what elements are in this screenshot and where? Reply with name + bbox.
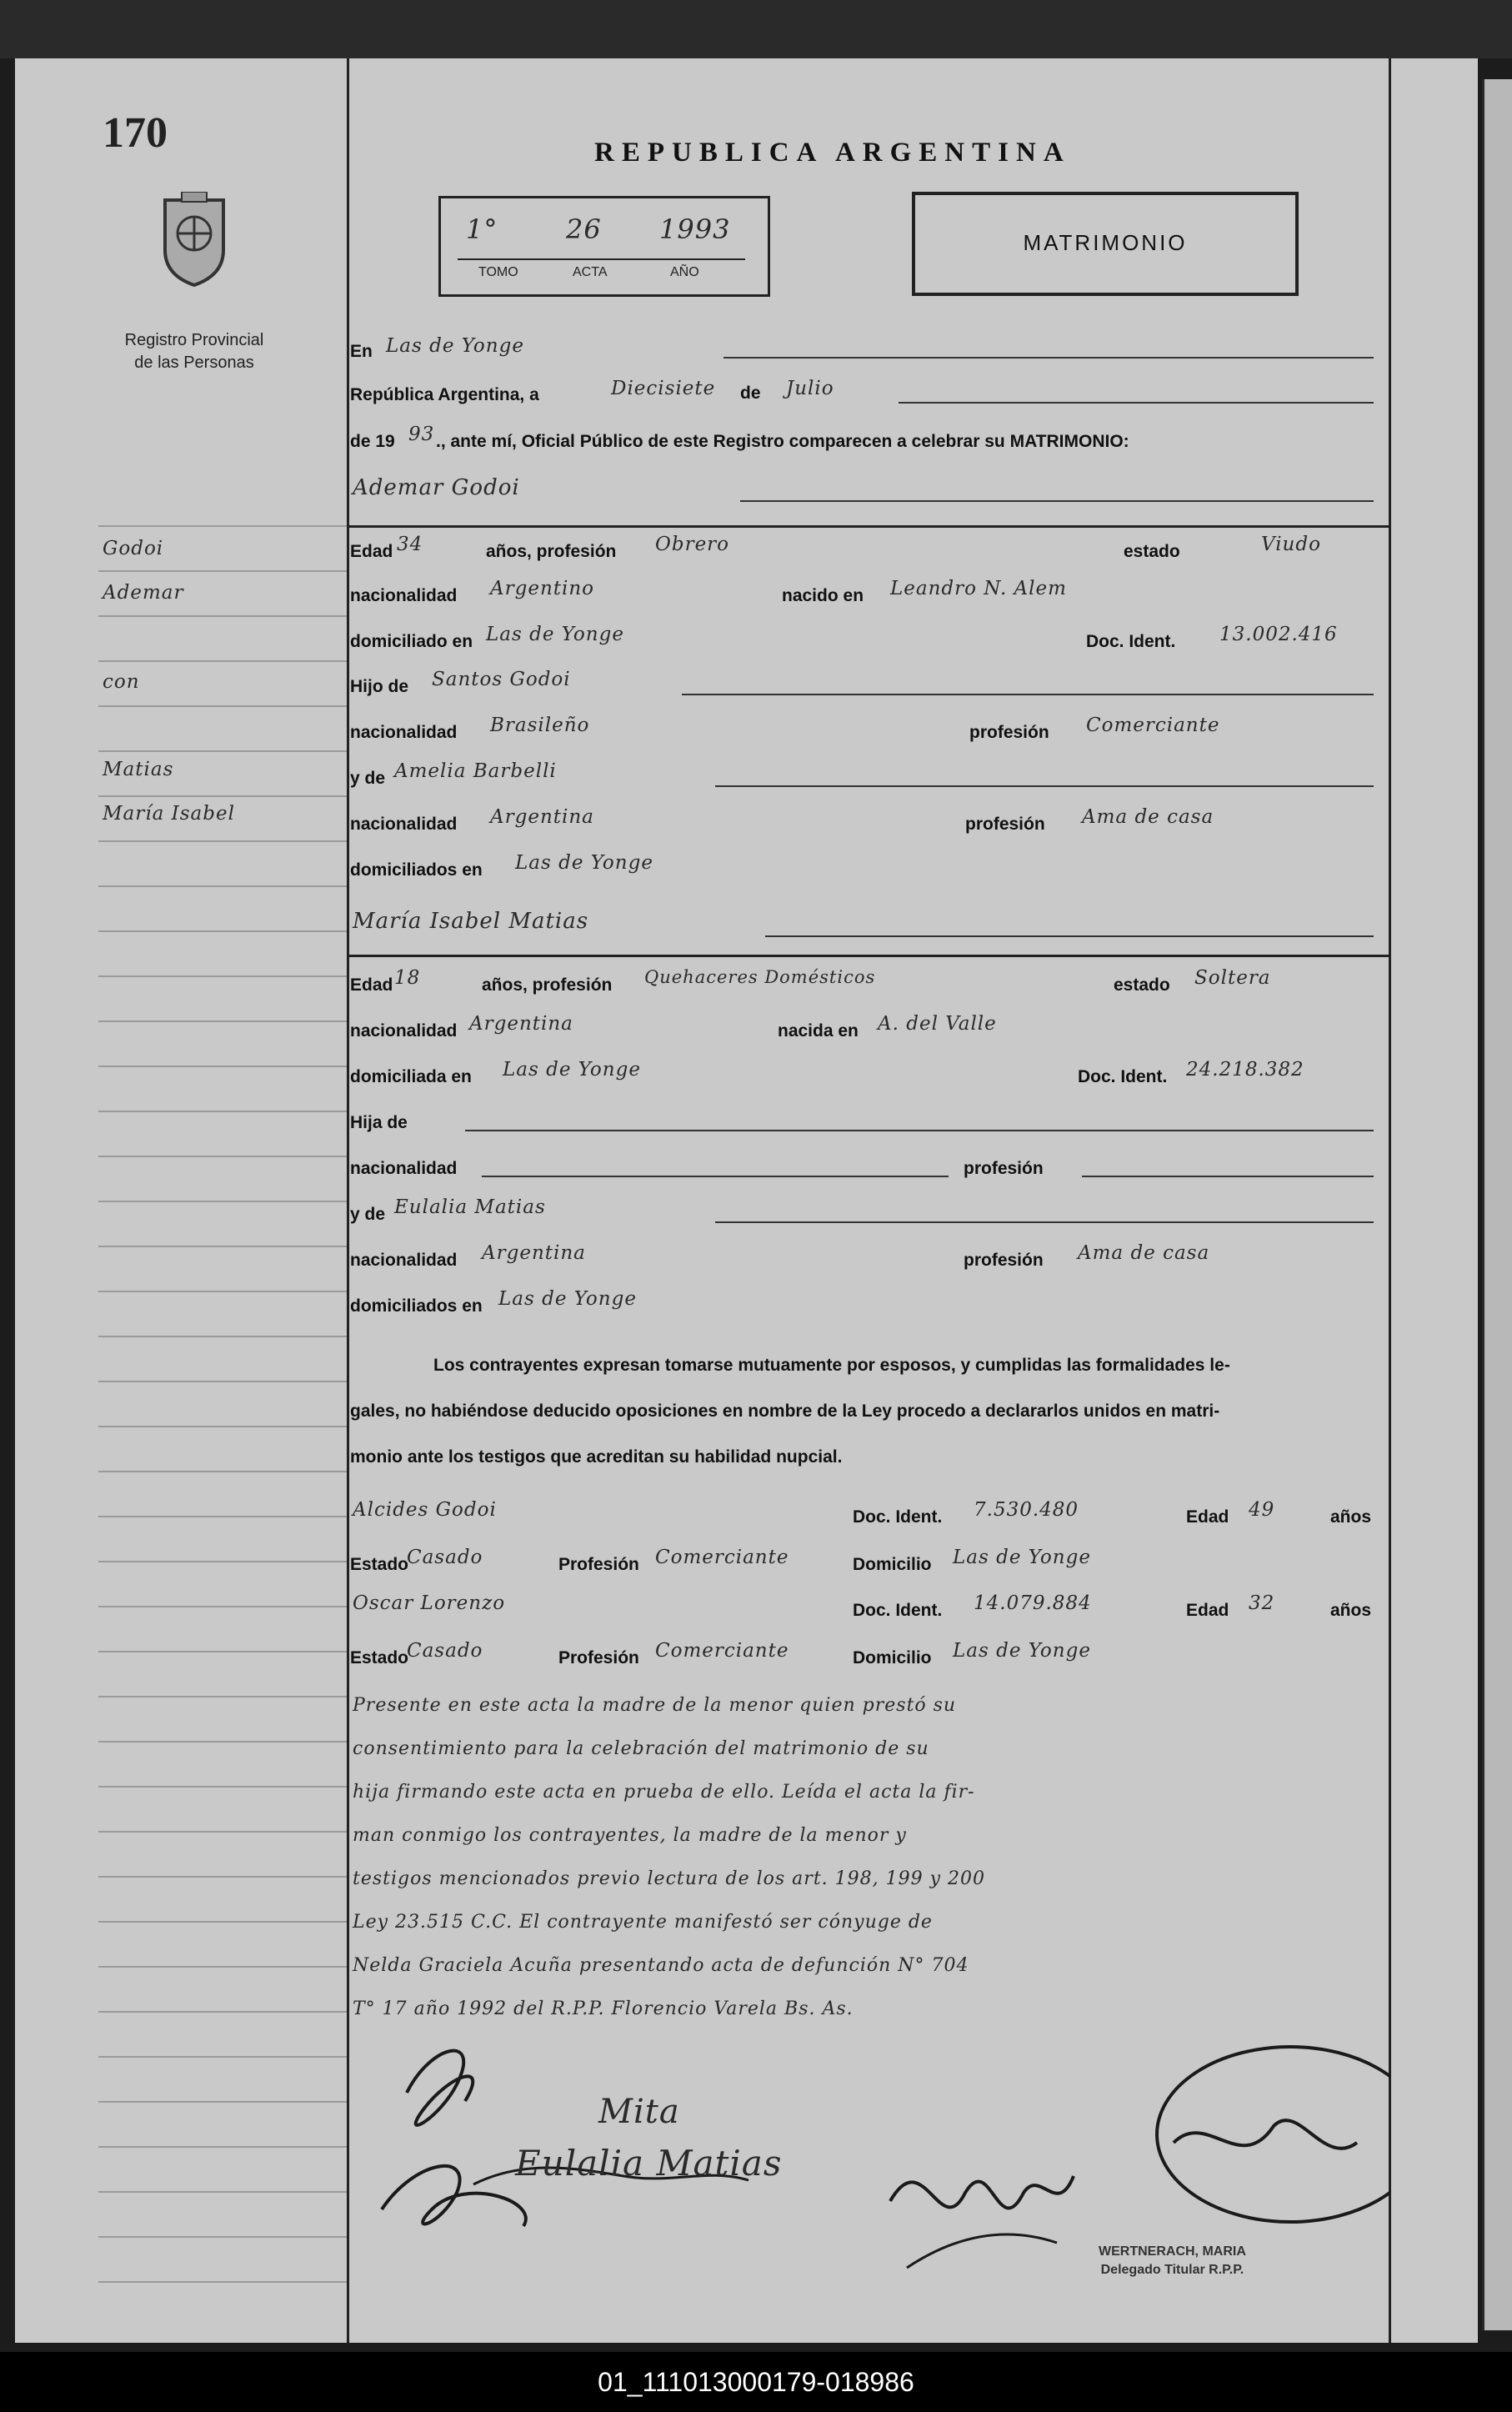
bride-name: María Isabel Matias xyxy=(353,909,589,934)
intro-line2: República Argentina, a xyxy=(350,385,539,404)
ano-label: AÑO xyxy=(670,265,699,279)
acta-value: 26 xyxy=(566,213,602,245)
scan-background xyxy=(0,0,1512,58)
bride-mother: Eulalia Matias xyxy=(394,1196,546,1218)
groom-father-nationality: Brasileño xyxy=(490,715,590,736)
margin-ruled-line xyxy=(98,930,348,932)
margin-note-con: con xyxy=(103,671,140,693)
witness-2-status: Casado xyxy=(407,1640,483,1662)
tomo-value: 1° xyxy=(466,213,498,245)
bride-nationality: Argentina xyxy=(469,1013,573,1035)
margin-ruled-line xyxy=(98,2191,348,2193)
witness-1-profession: Comerciante xyxy=(655,1547,789,1568)
en-value: Las de Yonge xyxy=(386,335,524,357)
witness-2-doc: 14.079.884 xyxy=(974,1592,1092,1614)
groom-mother: Amelia Barbelli xyxy=(394,760,557,782)
witness-1-doc: 7.530.480 xyxy=(974,1499,1079,1521)
margin-ruled-line xyxy=(98,1201,348,1202)
groom-father-profession: Comerciante xyxy=(1086,715,1220,736)
official-stamp: WERTNERACH, MARIA Delegado Titular R.P.P. xyxy=(1099,2244,1246,2277)
margin-ruled-line xyxy=(98,2011,348,2013)
intro-month: Julio xyxy=(786,378,834,399)
page-number: 170 xyxy=(103,109,168,157)
margin-ruled-line xyxy=(98,2146,348,2148)
margin-note-bride-name: María Isabel xyxy=(103,803,235,825)
witness-1-name: Alcides Godoi xyxy=(353,1499,497,1521)
footer-id: 01_111013000179-018986 xyxy=(0,2352,1512,2412)
margin-ruled-line xyxy=(98,2281,348,2283)
witness-1-status: Casado xyxy=(407,1547,483,1568)
bride-status: Soltera xyxy=(1194,967,1271,989)
margin-column xyxy=(15,58,348,2343)
witness-2-profession: Comerciante xyxy=(655,1640,789,1662)
margin-ruled-line xyxy=(98,1741,348,1743)
declaration-text: Los contrayentes expresan tomarse mutuamente por esposos, y cumplidas las formalidades le- gales, no habiéndose deducido oposiciones en nombre de la Ley procedo a declararlos unidos en matri- monio ante los testigos que acreditan su habilidad nupcial. xyxy=(350,1356,1230,1467)
margin-note-surname: Godoi xyxy=(103,538,164,559)
margin-ruled-line xyxy=(98,885,348,887)
groom-domicile: Las de Yonge xyxy=(486,624,624,645)
margin-ruled-line xyxy=(98,1020,348,1022)
witness-2-name: Oscar Lorenzo xyxy=(353,1592,506,1614)
margin-ruled-line xyxy=(98,1831,348,1833)
margin-ruled-line xyxy=(98,1966,348,1968)
tomo-label: TOMO xyxy=(478,265,518,279)
margin-ruled-line xyxy=(98,1921,348,1923)
groom-name: Ademar Godoi xyxy=(353,475,520,500)
intro-line3-rest: ., ante mí, Oficial Público de este Registro comparecen a celebrar su MATRIMONIO: xyxy=(436,432,1129,451)
en-label: En xyxy=(350,342,373,361)
margin-ruled-line xyxy=(98,1516,348,1517)
record-type-box xyxy=(912,192,1299,296)
margin-ruled-line xyxy=(98,1426,348,1427)
document-page: 170 Registro Provincial de las Personas REPUBLICA ARGENTINA 1° 26 1993 TOMO ACTA AÑO MATRIMONIO En Las de Yonge República Argentina, a Diecisiete de Julio de 19 93 ., ante mí, Oficial Público de este Registro comparecen a celebrar su MATRIMONIO: Ademar Godoi Edad 34 años, profesión Obrero estado Viudo nacionalidad Argentino nacido en Leandro N. Alem domiciliado en Las de Yonge Doc. Ident. 13.002.416 Hijo de Santos Godoi nacionalidad Brasileño profesión Comerciante y de Amelia Barbelli nacionalidad Argentina profesión Ama de casa domiciliados en Las de Yonge María Isabel Matias Edad 18 años, profesión Quehaceres Domésticos estado Soltera nacionalidad Argentina nacida en A. del Valle domiciliada en Las de Yonge Doc. Ident. 24.218.382 Hija de nacionalidad profesión y de Eulalia Matias nacionalidad Argentina profesión Ama de casa domiciliados en Las de Yonge Los contrayentes expresan tomarse mutuamente por esposos, y cumplidas las formalidades le- gales, no habiéndose deducido oposiciones en nombre de la Ley procedo a declararlos unidos en matri- monio ante los testigos que acreditan su habilidad nupcial. Alcides Godoi Doc. Ident. 7.530.480 Edad 49 años Estado Casado Profesión Comerciante Domicilio Las de Yonge Oscar Lorenzo Doc. Ident. 14.079.884 Edad 32 años Estado Casado Profesión Comerciante Domicilio Las de Yonge Presente en este acta la madre de la menor quien prestó su consentimiento para la celebración del matrimonio de su hija firmando este acta en prueba de ello. Leída el acta la fir- man conmigo los contrayentes, la madre de la menor y testigos mencionados previo lectura de los art. 198, 199 y 200 Ley 23.515 C.C. El contrayente manifestó ser cónyuge de Nelda Graciela Acuña presentando acta de defunción N° 704 T° 17 año 1992 del R.P.P. Florencio Varela Bs. As. Godoi Ademar con Matias María Isabel Mita Eulalia Matias WERTNERACH, MARIA Delegado Titular R.P.P. xyxy=(15,58,1478,2343)
margin-ruled-line xyxy=(98,1696,348,1697)
bride-parents-domicile: Las de Yonge xyxy=(498,1288,637,1310)
record-number-box xyxy=(438,196,770,297)
margin-ruled-line xyxy=(98,1246,348,1247)
margin-ruled-line xyxy=(98,1561,348,1562)
groom-mother-profession: Ama de casa xyxy=(1082,806,1214,828)
margin-ruled-line xyxy=(98,2101,348,2103)
notes-block: Presente en este acta la madre de la menor quien prestó su consentimiento para la celebración del matrimonio de su hija firmando este acta en prueba de ello. Leída el acta la fir- man conmigo los contrayentes, la madre de la menor y testigos mencionados previo lectura de los art. 198, 199 y 200 Ley 23.515 C.C. El contrayente manifestó ser cónyuge de Nelda Graciela Acuña presentando acta de defunción N° 704 T° 17 año 1992 del R.P.P. Florencio Varela Bs. As. xyxy=(353,1695,986,2019)
intro-line3-prefix: de 19 xyxy=(350,432,395,451)
margin-note-bride-surname: Matias xyxy=(103,759,174,780)
bride-domicile: Las de Yonge xyxy=(503,1059,641,1081)
witness-1-domicile: Las de Yonge xyxy=(953,1547,1091,1568)
groom-doc: 13.002.416 xyxy=(1219,624,1338,645)
margin-ruled-line xyxy=(98,1606,348,1607)
intro-day: Diecisiete xyxy=(611,378,716,399)
registry-name: Registro Provincial de las Personas xyxy=(124,331,264,372)
witness-2-age: 32 xyxy=(1249,1592,1275,1614)
record-type: MATRIMONIO xyxy=(1023,230,1188,255)
groom-father: Santos Godoi xyxy=(432,669,571,690)
groom-mother-nationality: Argentina xyxy=(490,806,594,828)
margin-ruled-line xyxy=(98,750,348,752)
bride-doc: 24.218.382 xyxy=(1186,1059,1304,1081)
margin-ruled-line xyxy=(98,975,348,977)
margin-ruled-line xyxy=(98,2056,348,2058)
acta-label: ACTA xyxy=(573,265,608,279)
intro-year: 93 xyxy=(408,424,435,445)
margin-ruled-line xyxy=(98,570,348,572)
bride-mother-nationality: Argentina xyxy=(482,1242,586,1264)
margin-ruled-line xyxy=(98,840,348,842)
groom-profession: Obrero xyxy=(655,534,730,555)
groom-status: Viudo xyxy=(1261,534,1321,555)
margin-ruled-line xyxy=(98,1876,348,1878)
signature-eulalia: Eulalia Matias xyxy=(515,2143,783,2184)
coat-of-arms-icon xyxy=(157,192,232,288)
margin-ruled-line xyxy=(98,1381,348,1382)
margin-ruled-line xyxy=(98,1336,348,1337)
margin-divider xyxy=(347,58,349,2343)
signature-mita: Mita xyxy=(598,2093,680,2131)
margin-ruled-line xyxy=(98,1651,348,1652)
groom-parents-domicile: Las de Yonge xyxy=(515,852,653,874)
margin-ruled-line xyxy=(98,660,348,662)
bride-mother-profession: Ama de casa xyxy=(1078,1242,1210,1264)
margin-ruled-line xyxy=(98,1471,348,1472)
witness-1-age: 49 xyxy=(1249,1499,1275,1521)
intro-de: de xyxy=(740,384,761,403)
right-border xyxy=(1389,58,1391,2343)
margin-note-firstname: Ademar xyxy=(103,582,184,604)
bride-age: 18 xyxy=(394,967,421,989)
margin-ruled-line xyxy=(98,795,348,797)
margin-ruled-line xyxy=(98,2236,348,2238)
groom-age: 34 xyxy=(397,534,423,555)
ano-value: 1993 xyxy=(659,213,731,245)
margin-ruled-line xyxy=(98,615,348,617)
bride-profession: Quehaceres Domésticos xyxy=(644,967,876,987)
margin-ruled-line xyxy=(98,1291,348,1292)
witness-2-domicile: Las de Yonge xyxy=(953,1640,1091,1662)
margin-ruled-line xyxy=(98,1156,348,1157)
bride-birthplace: A. del Valle xyxy=(878,1013,997,1035)
margin-ruled-line xyxy=(98,1111,348,1112)
margin-ruled-line xyxy=(98,1786,348,1788)
next-page-edge xyxy=(1482,79,1512,2330)
margin-ruled-line xyxy=(98,705,348,707)
margin-ruled-line xyxy=(98,1066,348,1067)
margin-ruled-line xyxy=(98,525,348,527)
country-title: REPUBLICA ARGENTINA xyxy=(594,138,1071,168)
groom-nationality: Argentino xyxy=(490,578,595,599)
groom-birthplace: Leandro N. Alem xyxy=(890,578,1067,599)
